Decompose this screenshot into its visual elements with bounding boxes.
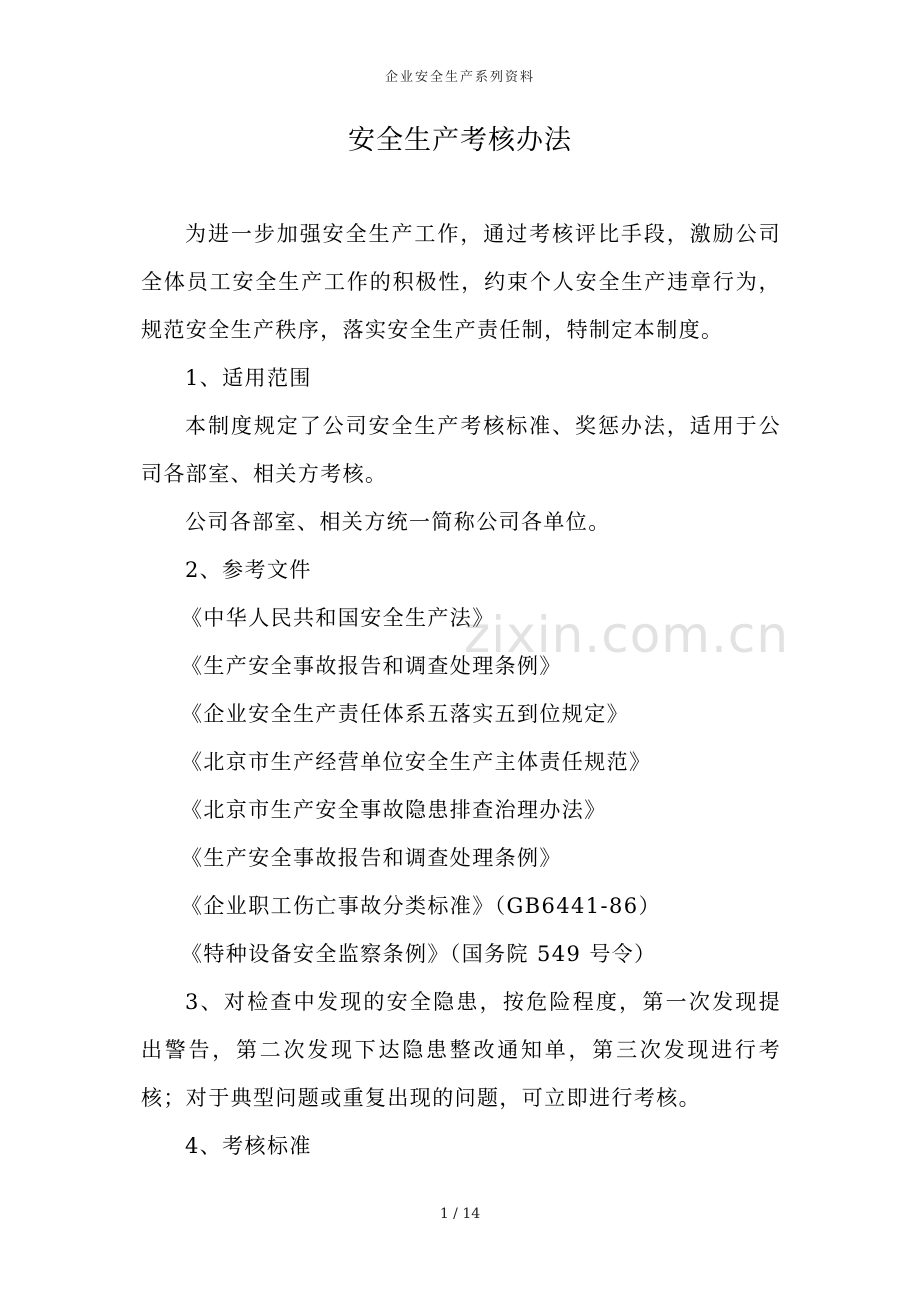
reference-item: 《特种设备安全监察条例》（国务院 549 号令） [181, 942, 657, 966]
section-2-heading: 2、参考文件 [185, 558, 312, 582]
section-1-paragraph: 本制度规定了公司安全生产考核标准、奖惩办法，适用于公司各部室、相关方考核。 [141, 414, 781, 486]
reference-item: 《企业安全生产责任体系五落实五到位规定》 [181, 702, 629, 726]
section-4-heading: 4、考核标准 [185, 1134, 312, 1158]
intro-paragraph: 为进一步加强安全生产工作，通过考核评比手段，激励公司全体员工安全生产工作的积极性，约束个人安全生产违章行为，规范安全生产秩序，落实安全生产责任制，特制定本制度。 [141, 222, 781, 342]
section-1-note: 公司各部室、相关方统一简称公司各单位。 [185, 510, 611, 534]
reference-item: 《生产安全事故报告和调查处理条例》 [181, 846, 562, 870]
reference-item: 《中华人民共和国安全生产法》 [181, 606, 495, 630]
reference-item: 《北京市生产安全事故隐患排查治理办法》 [181, 798, 607, 822]
section-3-paragraph: 3、对检查中发现的安全隐患，按危险程度，第一次发现提出警告，第二次发现下达隐患整改通知单，第三次发现进行考核；对于典型问题或重复出现的问题，可立即进行考核。 [141, 990, 781, 1110]
document-title: 安全生产考核办法 [348, 125, 572, 156]
reference-list [141, 594, 781, 978]
reference-item: 《企业职工伤亡事故分类标准》（GB6441-86） [181, 894, 661, 918]
page-indicator: 1 / 14 [439, 1206, 481, 1222]
reference-item: 《生产安全事故报告和调查处理条例》 [181, 654, 562, 678]
watermark: zixin.com.cn [464, 606, 790, 664]
document-body [141, 210, 781, 1170]
reference-item: 《北京市生产经营单位安全生产主体责任规范》 [181, 750, 652, 774]
running-header: 企业安全生产系列资料 [384, 70, 535, 85]
section-1-heading: 1、适用范围 [185, 366, 312, 390]
